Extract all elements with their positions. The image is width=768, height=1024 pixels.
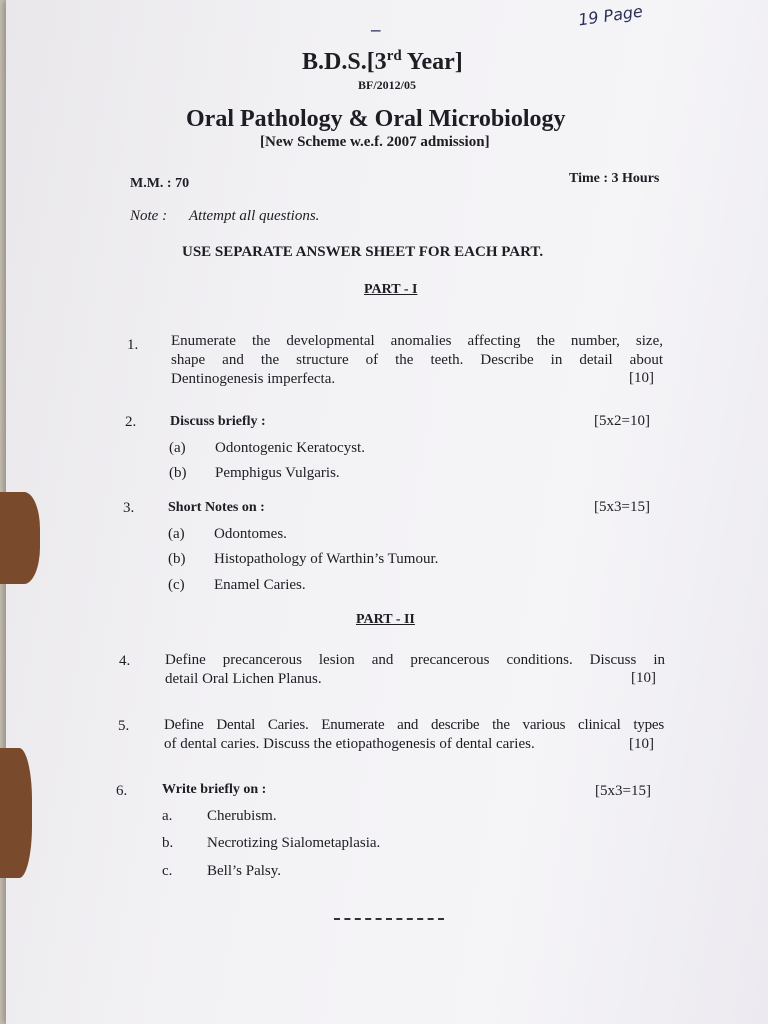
tick-mark-icon: ‒ <box>370 20 382 41</box>
q1-number: 1. <box>127 337 139 353</box>
q3-item-b-label: (b) <box>168 551 186 567</box>
q6-marks: [5x3=15] <box>595 783 651 799</box>
note-text: Attempt all questions. <box>189 208 320 224</box>
question-paper-sheet <box>6 0 768 1024</box>
q2-title: Discuss briefly : <box>170 414 266 429</box>
q6-title: Write briefly on : <box>162 782 267 797</box>
q4-line-1: Define precancerous lesion and precancerous conditions. Discuss in <box>165 652 665 668</box>
time-allowed: Time : 3 Hours <box>569 171 660 186</box>
q4-text <box>165 651 665 689</box>
q2-marks: [5x2=10] <box>594 413 650 429</box>
max-marks: M.M. : 70 <box>130 176 190 191</box>
q3-item-a-text: Odontomes. <box>214 526 287 542</box>
q6-item-c-text: Bell’s Palsy. <box>207 863 282 879</box>
q5-text <box>164 716 664 754</box>
q1-line-1: Enumerate the developmental anomalies affecting the number, size, <box>171 333 663 349</box>
q6-item-a-label: a. <box>162 808 173 824</box>
q1-line-3: Dentinogenesis imperfecta. <box>171 371 336 387</box>
q3-item-c-text: Enamel Caries. <box>214 577 306 593</box>
q2-item-a-label: (a) <box>169 440 186 456</box>
part-2-heading: PART - II <box>356 612 415 627</box>
q5-marks: [10] <box>629 736 654 752</box>
instruction-text: USE SEPARATE ANSWER SHEET FOR EACH PART. <box>182 244 544 260</box>
q1-text <box>171 332 663 389</box>
q6-item-b-text: Necrotizing Sialometaplasia. <box>207 835 381 851</box>
ordinal-suffix: rd <box>386 48 402 64</box>
q2-number: 2. <box>125 414 137 430</box>
q4-number: 4. <box>119 653 131 669</box>
q3-item-a-label: (a) <box>168 526 185 542</box>
q3-item-c-label: (c) <box>168 577 185 593</box>
q6-item-b-label: b. <box>162 835 174 851</box>
q5-line-2: of dental caries. Discuss the etiopathogenesis of dental caries. <box>164 736 535 752</box>
handwritten-page-note: 19 Page <box>576 1 644 30</box>
q1-marks: [10] <box>629 370 654 386</box>
q3-title: Short Notes on : <box>168 500 265 515</box>
q6-number: 6. <box>116 783 128 799</box>
end-of-paper-divider <box>334 918 444 920</box>
q3-number: 3. <box>123 500 135 516</box>
q4-marks: [10] <box>631 670 656 686</box>
q6-item-c-label: c. <box>162 863 173 879</box>
finger-lower <box>0 748 32 878</box>
part-1-heading: PART - I <box>364 282 418 297</box>
finger-upper <box>0 492 40 584</box>
q2-item-a-text: Odontogenic Keratocyst. <box>215 440 365 456</box>
note-label: Note : <box>130 208 168 224</box>
course-title <box>302 48 463 76</box>
q5-number: 5. <box>118 718 130 734</box>
q6-item-a-text: Cherubism. <box>207 808 277 824</box>
q3-item-b-text: Histopathology of Warthin’s Tumour. <box>214 551 439 567</box>
q3-marks: [5x3=15] <box>594 499 650 515</box>
q4-line-2: detail Oral Lichen Planus. <box>165 671 322 687</box>
q2-item-b-label: (b) <box>169 465 187 481</box>
paper-code: BF/2012/05 <box>358 78 417 92</box>
subject-title: Oral Pathology & Oral Microbiology <box>186 106 566 132</box>
course-text: B.D.S.[3rd Year] <box>302 48 463 75</box>
q5-line-1: Define Dental Caries. Enumerate and describe the various clinical types <box>164 717 664 733</box>
q2-item-b-text: Pemphigus Vulgaris. <box>215 465 340 481</box>
q1-line-2: shape and the structure of the teeth. Describe in detail about <box>171 352 663 368</box>
scheme-text: [New Scheme w.e.f. 2007 admission] <box>260 134 490 150</box>
